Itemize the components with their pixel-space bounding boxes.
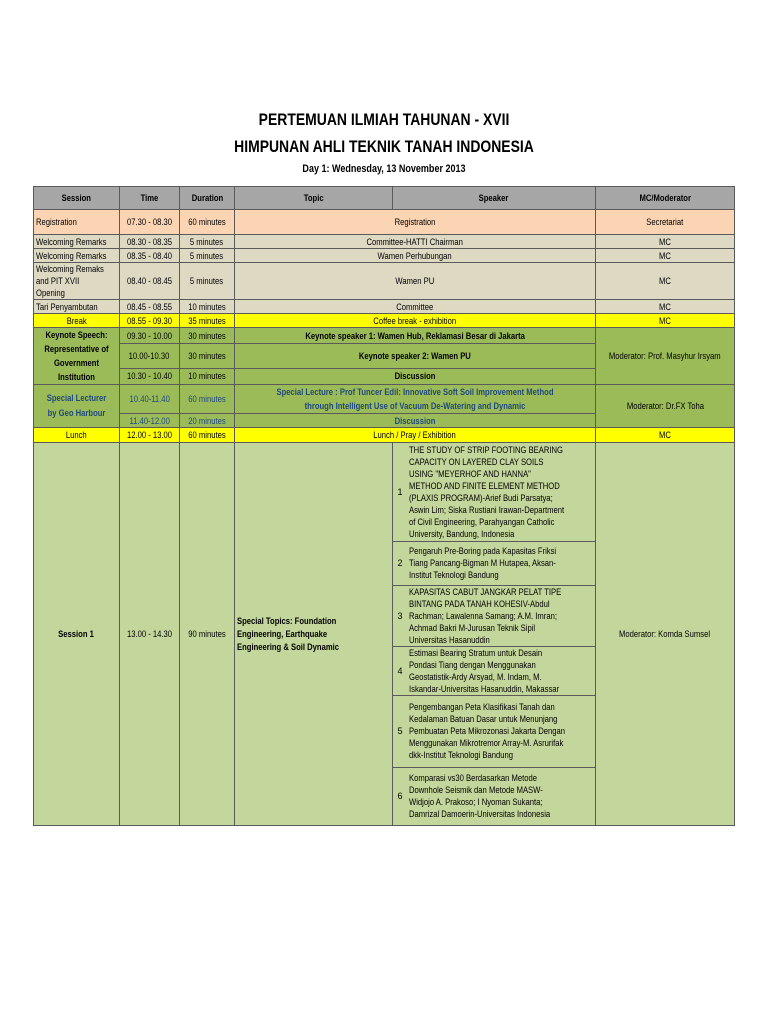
table-row xyxy=(34,235,735,249)
detail-cell: Committee xyxy=(235,300,596,314)
header-row xyxy=(34,187,735,210)
time-cell: 10.30 - 10.40 xyxy=(120,368,180,384)
paper-item xyxy=(393,541,595,585)
time-cell: 08.45 - 08.55 xyxy=(120,300,180,314)
session-cell: Lunch xyxy=(34,428,120,443)
paper-item xyxy=(393,695,595,767)
col-topic: Topic xyxy=(235,187,393,210)
paper-title: Estimasi Bearing Stratum untuk Desain Pondasi Tiang dengan Menggunakan Geostatistik-Ardy Arsyad, M. Indam, M. Iskandar-Universitas Hasanuddin, Makassar xyxy=(407,646,595,695)
mc-cell: Moderator: Prof. Masyhur Irsyam xyxy=(596,328,735,385)
duration-cell: 10 minutes xyxy=(180,368,235,384)
mc-cell: MC xyxy=(596,235,735,249)
page-title: PERTEMUAN ILMIAH TAHUNAN - XVII xyxy=(258,110,510,129)
duration-cell: 5 minutes xyxy=(180,263,235,300)
duration-cell: 60 minutes xyxy=(180,428,235,443)
duration-cell: 90 minutes xyxy=(180,443,235,826)
paper-title: KAPASITAS CABUT JANGKAR PELAT TIPE BINTANG PADA TANAH KOHESIV-Abdul Rachman; Lawalenna Samang; A.M. Imran; Achmad Bakri M-Jurusan Teknik Sipil Universitas Hasanuddin xyxy=(407,585,595,646)
table-row xyxy=(34,385,735,414)
paper-title: THE STUDY OF STRIP FOOTING BEARING CAPACITY ON LAYERED CLAY SOILS USING "MEYERHOF AND HANNA" METHOD AND FINITE ELEMENT METHOD (PLAXIS PROGRAM)-Arief Budi Parsatya; Aswin Lim; Siska Rustiani Irawan-Department of Civil Engineering, Parahyangan Catholic University, Bandung, Indonesia xyxy=(407,443,595,541)
detail-cell: Committee-HATTI Chairman xyxy=(235,235,596,249)
time-cell: 11.40-12.00 xyxy=(120,414,180,428)
table-row xyxy=(34,300,735,314)
papers-cell xyxy=(393,443,596,826)
duration-cell: 5 minutes xyxy=(180,249,235,263)
paper-number: 6 xyxy=(397,791,403,802)
col-mc: MC/Moderator xyxy=(596,187,735,210)
paper-item xyxy=(393,585,595,646)
col-time: Time xyxy=(120,187,180,210)
mc-cell: MC xyxy=(596,428,735,443)
table-row xyxy=(34,210,735,235)
paper-number: 1 xyxy=(393,443,407,541)
page-subtitle: HIMPUNAN AHLI TEKNIK TANAH INDONESIA xyxy=(234,137,534,156)
detail-cell: Coffee break - exhibition xyxy=(235,314,596,328)
duration-cell: 30 minutes xyxy=(180,344,235,368)
time-cell: 08.55 - 09.30 xyxy=(120,314,180,328)
session-cell: Break xyxy=(34,314,120,328)
mc-cell: Moderator: Dr.FX Toha xyxy=(596,385,735,428)
detail-cell: Lunch / Pray / Exhibition xyxy=(235,428,596,443)
duration-cell: 10 minutes xyxy=(180,300,235,314)
session-cell: Welcoming Remarks xyxy=(34,249,120,263)
session-cell: Keynote Speech: Representative of Government Institution xyxy=(34,328,120,385)
detail-cell: Wamen Perhubungan xyxy=(235,249,596,263)
schedule-table xyxy=(33,186,735,826)
session-cell: Registration xyxy=(34,210,120,235)
time-cell: 08.40 - 08.45 xyxy=(120,263,180,300)
session-cell: Session 1 xyxy=(34,443,120,826)
time-cell: 09.30 - 10.00 xyxy=(120,328,180,344)
paper-number: 4 xyxy=(393,646,407,695)
table-row xyxy=(34,443,735,826)
paper-item xyxy=(393,646,595,695)
col-session: Session xyxy=(34,187,120,210)
duration-cell: 35 minutes xyxy=(180,314,235,328)
paper-item xyxy=(393,767,595,825)
paper-title: Pengaruh Pre-Boring pada Kapasitas Friksi Tiang Pancang-Bigman M Hutapea, Aksan-Institut Teknologi Bandung xyxy=(407,541,595,585)
time-cell: 08.35 - 08.40 xyxy=(120,249,180,263)
topic-cell: Special Topics: Foundation Engineering, Earthquake Engineering & Soil Dynamic xyxy=(235,443,393,826)
table-row xyxy=(34,428,735,443)
mc-cell: Secretariat xyxy=(596,210,735,235)
duration-cell: 20 minutes xyxy=(180,414,235,428)
time-cell: 08.30 - 08.35 xyxy=(120,235,180,249)
duration-cell: 5 minutes xyxy=(180,235,235,249)
duration-cell: 60 minutes xyxy=(180,385,235,414)
session-cell: Tari Penyambutan xyxy=(34,300,120,314)
detail-cell: Registration xyxy=(235,210,596,235)
table-row xyxy=(34,249,735,263)
paper-number: 2 xyxy=(393,541,407,585)
paper-number: 3 xyxy=(393,585,407,646)
table-row xyxy=(34,263,735,300)
detail-cell: Special Lecture : Prof Tuncer Edil: Innovative Soft Soil Improvement Method through Intelligent Use of Vacuum De-Watering and Dynamic xyxy=(235,385,596,414)
detail-cell: Keynote speaker 2: Wamen PU xyxy=(235,344,596,368)
papers-list xyxy=(393,443,595,825)
mc-cell: MC xyxy=(596,300,735,314)
table-row xyxy=(34,314,735,328)
detail-cell: Discussion xyxy=(235,414,596,428)
mc-cell: MC xyxy=(596,263,735,300)
time-cell: 10.00-10.30 xyxy=(120,344,180,368)
detail-cell: Wamen PU xyxy=(235,263,596,300)
time-cell: 07.30 - 08.30 xyxy=(120,210,180,235)
col-duration: Duration xyxy=(180,187,235,210)
time-cell: 10.40-11.40 xyxy=(120,385,180,414)
session-cell: Welcoming Remaks and PIT XVII Opening xyxy=(34,263,120,300)
mc-cell: MC xyxy=(596,249,735,263)
paper-item xyxy=(393,443,595,541)
table-row xyxy=(34,328,735,344)
mc-cell: MC xyxy=(596,314,735,328)
paper-title: Komparasi vs30 Berdasarkan Metode Downhole Seismik dan Metode MASW-Widjojo A. Prakoso; I Nyoman Sukanta; Damrizal Damoerin-Universitas Indonesia xyxy=(409,773,551,820)
col-speaker: Speaker xyxy=(393,187,596,210)
duration-cell: 60 minutes xyxy=(180,210,235,235)
mc-cell: Moderator: Komda Sumsel xyxy=(596,443,735,826)
time-cell: 13.00 - 14.30 xyxy=(120,443,180,826)
detail-cell: Discussion xyxy=(235,368,596,384)
paper-title: Pengembangan Peta Klasifikasi Tanah dan Kedalaman Batuan Dasar untuk Menunjang Pembuatan Peta Mikrozonasi Jakarta Dengan Menggunakan Mikrotremor Array-M. Asrurifak dkk-Institut Teknologi Bandung xyxy=(407,695,595,767)
session-cell: Special Lecturer by Geo Harbour xyxy=(34,385,120,428)
day-label: Day 1: Wednesday, 13 November 2013 xyxy=(302,163,466,175)
session-cell: Welcoming Remarks xyxy=(34,235,120,249)
duration-cell: 30 minutes xyxy=(180,328,235,344)
detail-cell: Keynote speaker 1: Wamen Hub, Reklamasi Besar di Jakarta xyxy=(235,328,596,344)
time-cell: 12.00 - 13.00 xyxy=(120,428,180,443)
paper-number: 5 xyxy=(393,695,407,767)
